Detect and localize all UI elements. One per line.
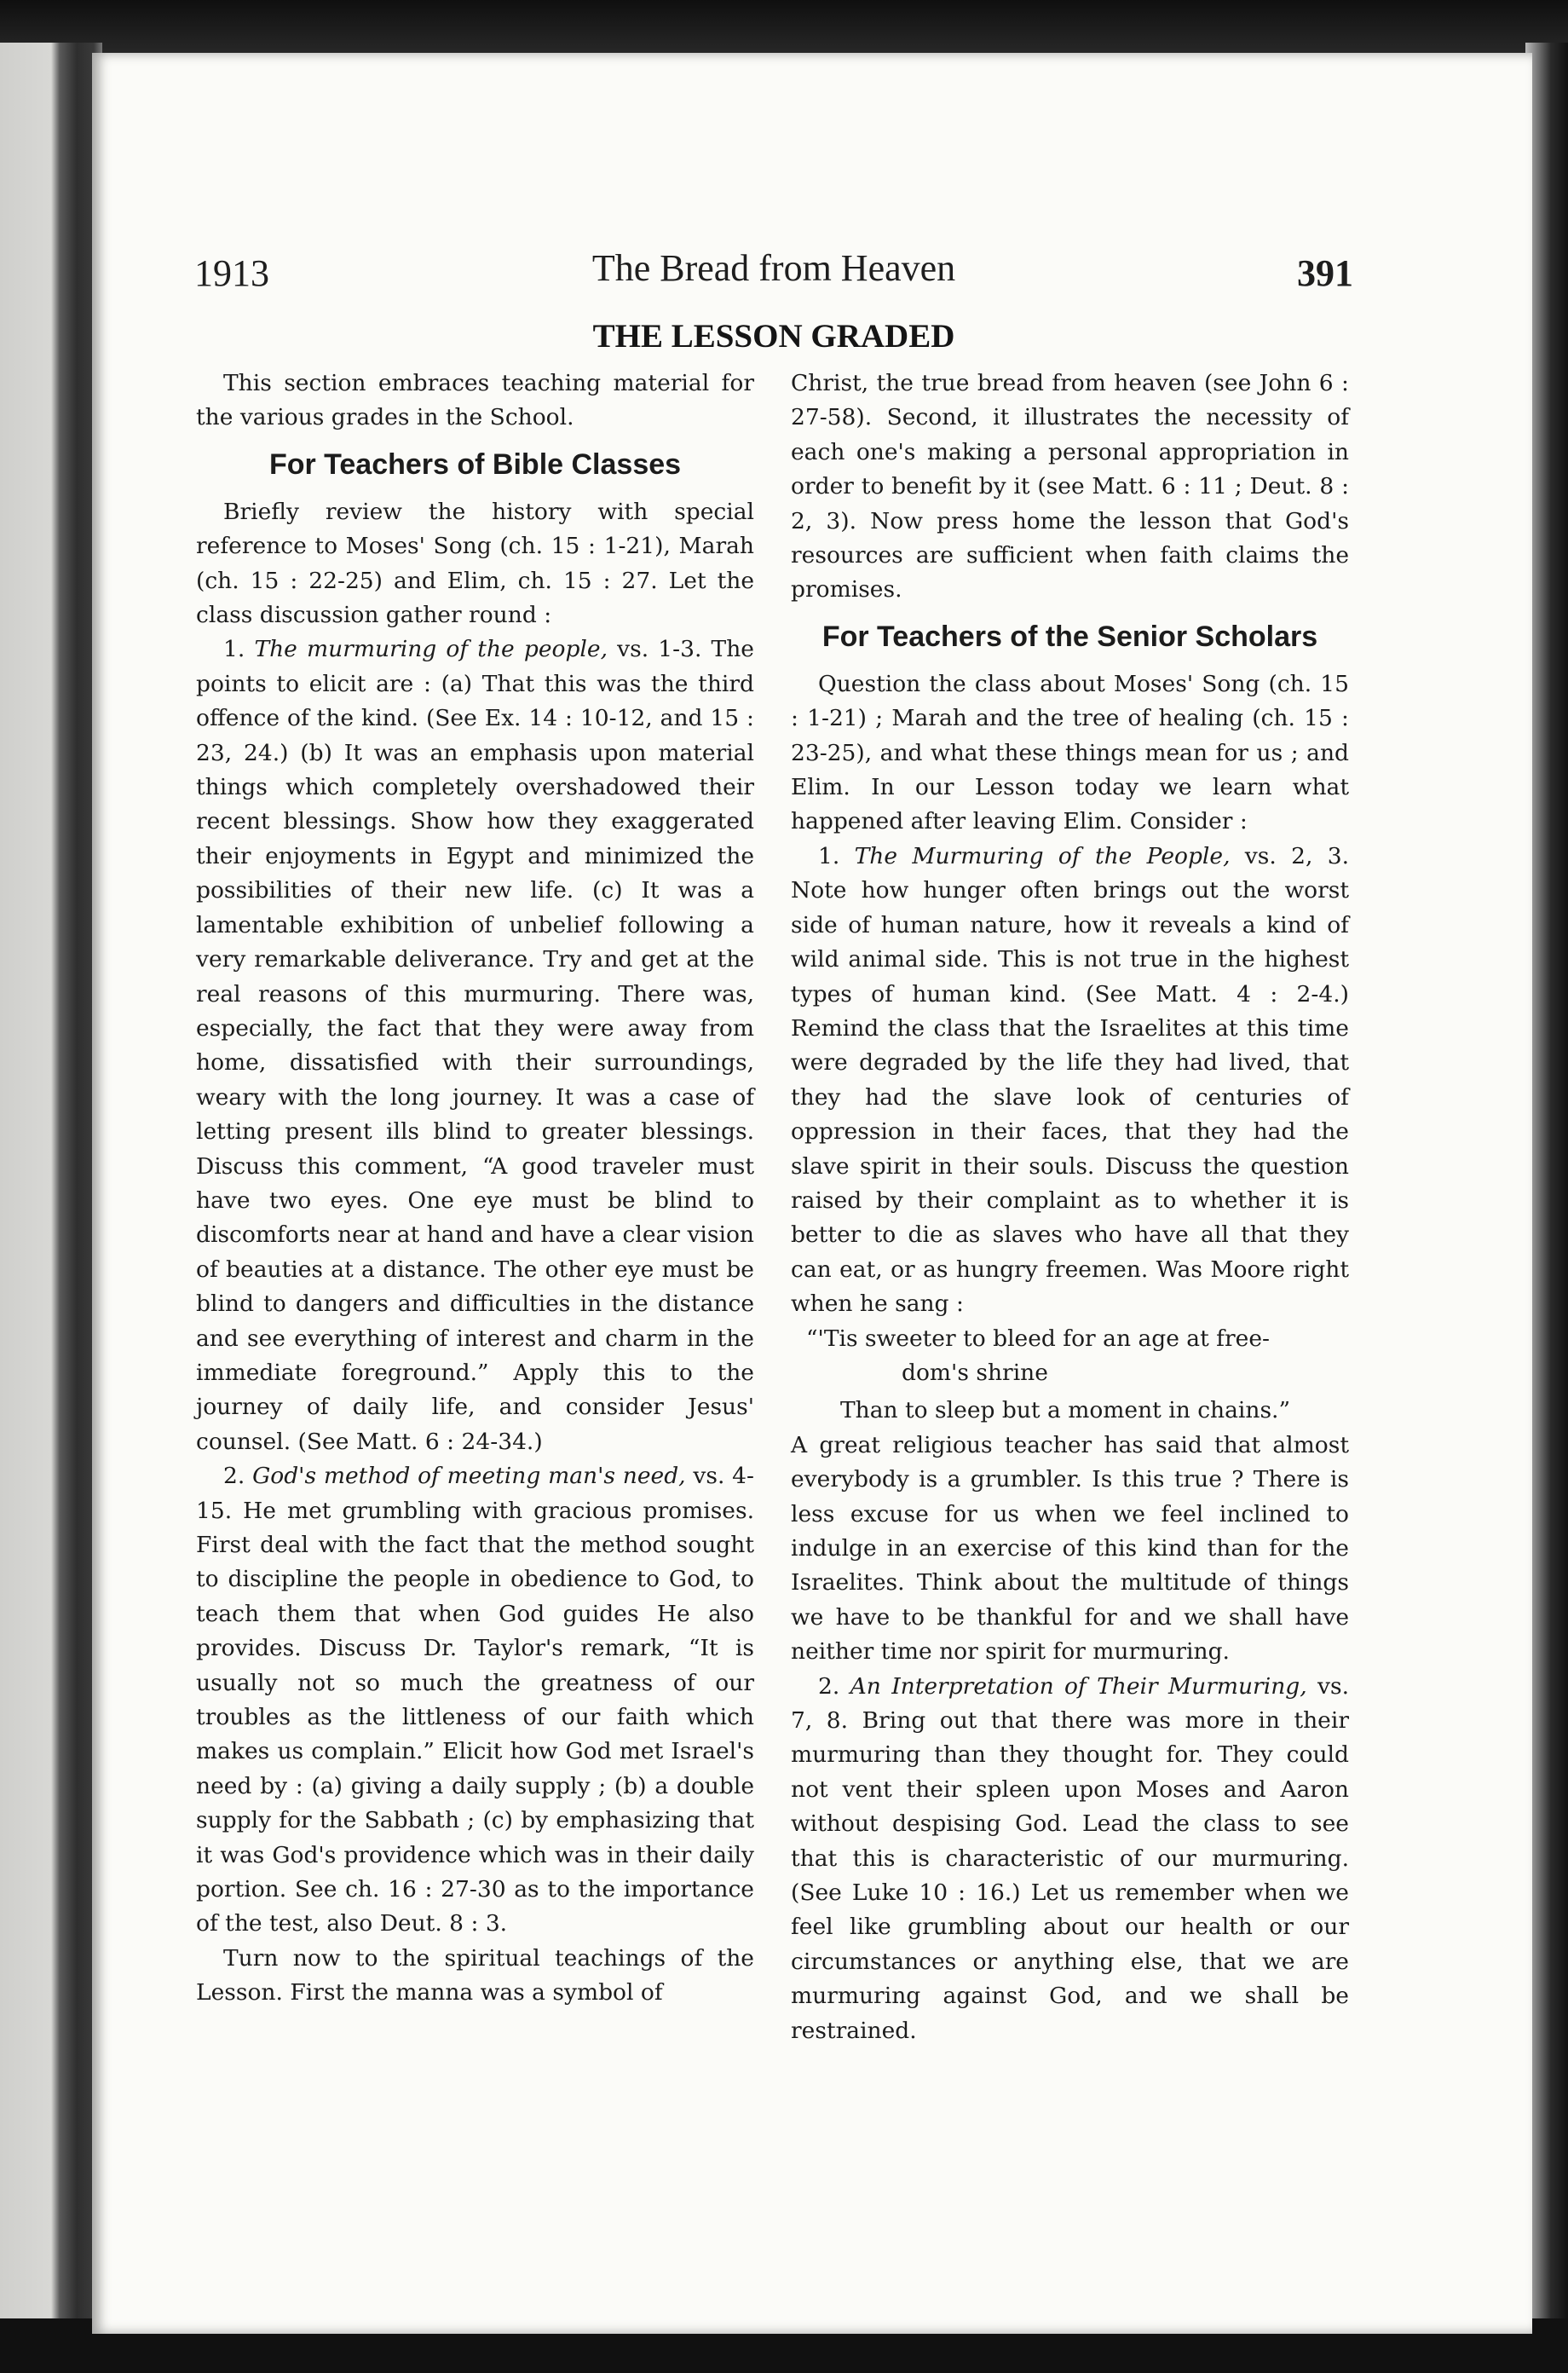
heading-bible-classes: For Teachers of Bible Classes <box>268 447 682 481</box>
section-title: THE LESSON GRADED <box>592 318 955 355</box>
item-number: 1. <box>818 842 855 869</box>
item-text: vs. 4-15. He met grumbling with gracious promises. First deal with the fact that the method sought to discipline the people in obedience to God, to teach them that when God guides He also provides. Discuss Dr. Taylor's remark, “It is usually not so much the greatness of our troubles as the littleness of our faith which makes us complain.” Elicit how God met Israel's need by : (a) giving a daily supply ; (b) a double supply for the Sabbath ; (c) by emphasizing that it was God's providence which was in their daily portion. See ch. 16 : 27-30 as to the importance of the test, also Deut. 8 : 3. <box>196 1463 754 1937</box>
paragraph <box>196 1459 754 1942</box>
item-title: God's method of meeting man's need, <box>252 1463 686 1490</box>
item-text: vs. 2, 3. Note how hunger often brings out the worst side of human nature, how it reveals a kind of wild animal side. This is not true in the highest types of human kind. (See Matt. 4 : 2-4.) Remind the class that the Israelites at this time were degraded by the life they had lived, that they had the slave look of centuries of oppression in their faces, that they had the slave spirit in their souls. Discuss the question raised by their complaint as to whether it is better to die as slaves who have all that they can eat, or as hungry freemen. Was Moore right when he sang : <box>791 842 1349 1318</box>
item-title: An Interpretation of Their Murmuring, <box>850 1672 1307 1700</box>
item-title: The Murmuring of the People, <box>854 842 1231 869</box>
item-number: 1. <box>223 636 255 663</box>
paragraph <box>196 632 754 1459</box>
heading-senior-scholars: For Teachers of the Senior Scholars <box>821 620 1318 653</box>
paragraph <box>791 1670 1349 2048</box>
paragraph: Question the class about Moses' Song (ch. 15 : 1-21) ; Marah and the tree of healing (ch. 15 : 23-25), and what these things mean for us ; and Elim. In our Lesson today we learn what happened after leaving Elim. Consider : <box>791 670 1349 835</box>
running-header <box>194 243 1353 303</box>
poem-line: dom's shrine <box>902 1359 1048 1386</box>
paragraph: Briefly review the history with special reference to Moses' Song (ch. 15 : 1-21), Marah (ch. 15 : 22-25) and Elim, ch. 15 : 27. Let the class discussion gather round : <box>196 498 754 629</box>
item-text: vs. 7, 8. Bring out that there was more in their murmuring than they thought for. They could not vent their spleen upon Moses and Aaron without despising God. Lead the class to see that this is characteristic of our murmuring. (See Luke 10 : 16.) Let us remember when we feel like grumbling about our health or our circumstances or anything else, that we are murmuring against God, and we shall be restrained. <box>791 1672 1349 2044</box>
page-number: 391 <box>1297 252 1353 294</box>
poem-quote <box>791 1322 1349 1429</box>
scanner-frame-top <box>0 0 1568 60</box>
continued-paragraph: Christ, the true bread from heaven (see John 6 : 27-58). Second, it illustrates the necessity of each one's making a personal appropriation in order to benefit by it (see Matt. 6 : 11 ; Deut. 8 : 2, 3). Now press home the lesson that God's resources are sufficient when faith claims the promises. <box>791 370 1349 603</box>
paragraph: Turn now to the spiritual teachings of the Lesson. First the manna was a symbol of <box>196 1944 754 2006</box>
item-title: The murmuring of the people, <box>254 636 608 663</box>
paragraph <box>791 840 1349 1322</box>
paragraph: A great religious teacher has said that almost everybody is a grumbler. Is this true ? There is less excuse for us when we feel inclined to indulge in an exercise of this kind than for the Israelites. Think about the multitude of things we have to be thankful for and we shall have neither time nor spirit for murmuring. <box>791 1431 1349 1666</box>
intro-paragraph: This section embraces teaching material for the various grades in the School. <box>196 370 754 431</box>
poem-line: “'Tis sweeter to bleed for an age at free- <box>806 1325 1270 1352</box>
item-number: 2. <box>818 1672 850 1700</box>
header-year: 1913 <box>194 252 269 294</box>
poem-line: Than to sleep but a moment in chains.” <box>840 1397 1291 1424</box>
item-text: vs. 1-3. The points to elicit are : (a) That this was the third offence of the kind. (See Ex. 14 : 10-12, and 15 : 23, 24.) (b) It was an emphasis upon material things which completely overshadowed their recent blessings. Show how they exaggerated their enjoyments in Egypt and minimized the possibilities of their new life. (c) It was a lamentable exhibition of unbelief following a very remarkable deliverance. Try and get at the real reasons of this murmuring. There was, especially, the fact that they were away from home, dissatisfied with their surroundings, weary with the long journey. It was a case of letting present ills blind to greater blessings. Discuss this comment, “A good traveler must have two eyes. One eye must be blind to discomforts near at hand and have a clear vision of beauties at a distance. The other eye must be blind to dangers and difficulties in the distance and see everything of interest and charm in the immediate foreground.” Apply this to the journey of daily life, and consider Jesus' counsel. (See Matt. 6 : 24-34.) <box>196 636 754 1455</box>
item-number: 2. <box>223 1463 253 1490</box>
header-title: The Bread from Heaven <box>591 247 956 289</box>
left-column <box>196 367 754 2011</box>
right-column <box>791 367 1349 2048</box>
book-spine-edge <box>0 43 102 2344</box>
